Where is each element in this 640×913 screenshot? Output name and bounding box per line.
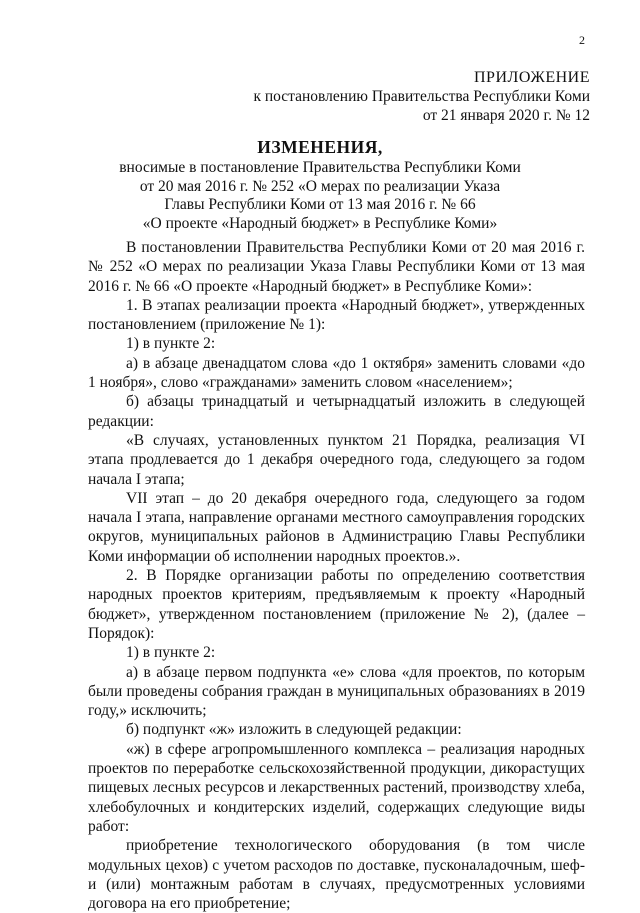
paragraph-item-2-1-b: б) подпункт «ж» изложить в следующей редакции:	[126, 721, 462, 739]
document-body	[88, 238, 585, 913]
paragraph-item-1-1: 1) в пункте 2:	[126, 335, 216, 353]
appendix-block	[253, 68, 590, 125]
appendix-title: ПРИЛОЖЕНИЕ	[473, 69, 590, 86]
appendix-line-2: от 21 января 2020 г. № 12	[422, 107, 590, 124]
heading-subtitle-line-4: «О проекте «Народный бюджет» в Республике Коми»	[142, 214, 498, 232]
heading-subtitle-line-3: Главы Республики Коми от 13 мая 2016 г. № 66	[164, 196, 476, 213]
paragraph-item-2-1-a: а) в абзаце первом подпункта «е» слова «для проектов, по которым были проведены собрания граждан в муниципальных образованиях в 2019 году,» исключить;	[88, 663, 585, 720]
heading-subtitle-line-1: вносимые в постановление Правительства Республики Коми	[119, 159, 521, 176]
paragraph-item-1-1-a: а) в абзаце двенадцатом слова «до 1 октября» заменить словами «до 1 ноября», слово «гражданами» заменить словом «населением»;	[88, 354, 585, 392]
paragraph-quote-vii: VII этап – до 20 декабря очередного года, следующего за годом начала I этапа, направление органами местного самоуправления городских округов, муниципальных районов в Администрацию Главы Республики Коми информации об исполнении народных проектов.».	[88, 489, 585, 565]
page-number: 2	[579, 33, 585, 47]
paragraph-quote-vi: «В случаях, установленных пунктом 21 Порядка, реализация VI этапа продлевается до 1 декабря очередного года, следующего за годом начала I этапа;	[88, 431, 585, 488]
paragraph-item-1: 1. В этапах реализации проекта «Народный бюджет», утвержденных постановлением (приложение № 1):	[88, 296, 585, 334]
document-heading	[0, 135, 640, 233]
paragraph-item-2-1: 1) в пункте 2:	[126, 644, 216, 662]
paragraph-intro: В постановлении Правительства Республики Коми от 20 мая 2016 г. № 252 «О мерах по реализации Указа Главы Республики Коми от 13 мая 2016 г. № 66 «О проекте «Народный бюджет» в Республике Коми»:	[88, 239, 585, 295]
heading-title: ИЗМЕНЕНИЯ,	[257, 137, 383, 157]
paragraph-quote-zh: «ж) в сфере агропромышленного комплекса – реализация народных проектов по переработке сельскохозяйственной продукции, дикорастущих пищевых лесных ресурсов и лекарственных растений, производству хлеба, хлебобулочных и кондитерских изделий, содержащих следующие виды работ:	[88, 740, 585, 835]
heading-subtitle-line-2: от 20 мая 2016 г. № 252 «О мерах по реализации Указа	[139, 177, 501, 195]
paragraph-equipment: приобретение технологического оборудования (в том числе модульных цехов) с учетом расходов по доставке, пусконаладочным, шеф- и (или) монтажным работам в случаях, предусмотренных условиями договора на его приобретение;	[88, 837, 585, 913]
appendix-line-1: к постановлению Правительства Республики Коми	[253, 88, 590, 105]
paragraph-item-2: 2. В Порядке организации работы по определению соответствия народных проектов критериям, предъявляемым к проекту «Народный бюджет», утвержденном постановлением (приложение № 2), (далее – Порядок):	[88, 567, 585, 642]
paragraph-item-1-1-b: б) абзацы тринадцатый и четырнадцатый изложить в следующей редакции:	[88, 393, 585, 430]
